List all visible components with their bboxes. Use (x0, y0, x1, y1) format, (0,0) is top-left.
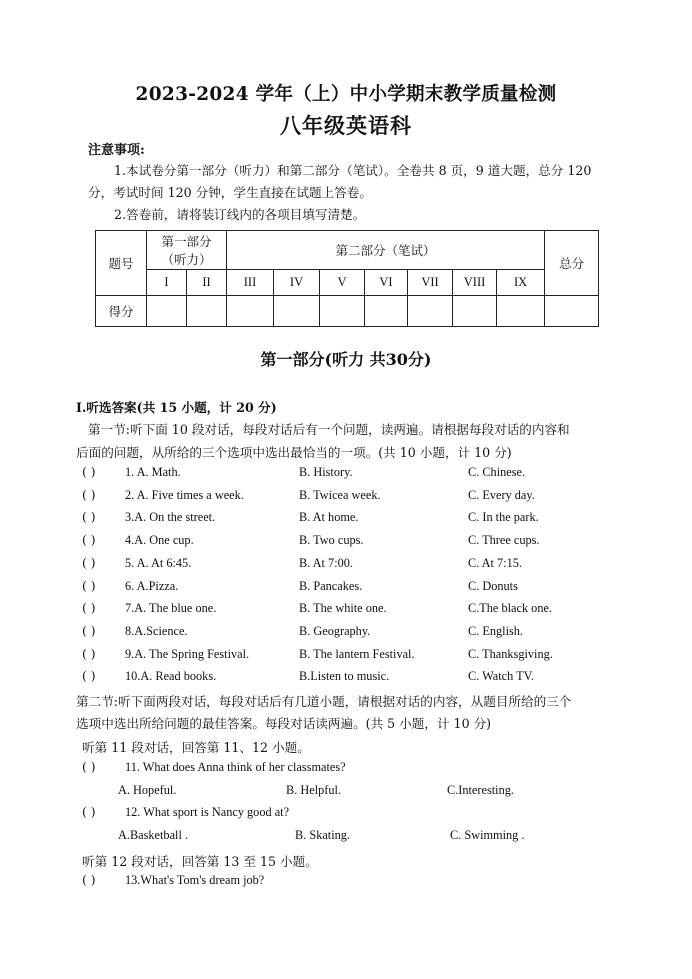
part1-title: 第一部分(听力 共30分) (260, 350, 432, 369)
notice-line-1a: 1.本试卷分第一部分（听力）和第二部分（笔试）。全卷共 8 页，9 道大题，总分 120 (114, 163, 592, 178)
score-cell[interactable] (227, 296, 274, 327)
option-c: C. English. (468, 624, 523, 638)
score-cell-total[interactable] (545, 296, 599, 327)
roman-2: II (187, 270, 227, 296)
dialog12-label: 听第 12 段对话，回答第 13 至 15 小题。 (82, 854, 318, 869)
q12-option-b: B. Skating. (295, 828, 350, 842)
header-part2: 第二部分（笔试） (227, 231, 545, 270)
section1-title: I.听选答案(共 15 小题，计 20 分) (76, 400, 277, 415)
score-cell[interactable] (187, 296, 227, 327)
notice-heading: 注意事项: (88, 143, 145, 158)
option-c: C. Chinese. (468, 465, 526, 479)
option-a: 2. A. Five times a week. (125, 488, 244, 502)
score-cell[interactable] (147, 296, 187, 327)
option-b: B. The lantern Festival. (299, 647, 415, 661)
roman-4: IV (274, 270, 320, 296)
score-cell[interactable] (408, 296, 453, 327)
option-a: 6. A.Pizza. (125, 579, 179, 593)
answer-paren-11[interactable]: ( ) (82, 760, 96, 774)
answer-paren[interactable]: ( ) (82, 533, 96, 547)
score-cell[interactable] (453, 296, 497, 327)
dialog11-label: 听第 11 段对话，回答第 11、12 小题。 (82, 740, 310, 755)
score-cell[interactable] (365, 296, 408, 327)
option-c: C. Watch TV. (468, 669, 534, 683)
q11-option-b: B. Helpful. (286, 783, 341, 797)
score-table (95, 230, 599, 327)
score-cell[interactable] (320, 296, 365, 327)
score-cell[interactable] (274, 296, 320, 327)
answer-paren[interactable]: ( ) (82, 647, 96, 661)
sub1-intro-b: 后面的问题，从所给的三个选项中选出最恰当的一项。(共 10 小题，计 10 分) (76, 445, 512, 460)
q12-option-c: C. Swimming . (450, 828, 525, 842)
option-b: B. History. (299, 465, 353, 479)
answer-paren[interactable]: ( ) (82, 579, 96, 593)
header-total: 总分 (545, 231, 599, 296)
answer-paren[interactable]: ( ) (82, 465, 96, 479)
roman-1: I (147, 270, 187, 296)
score-cell[interactable] (497, 296, 545, 327)
answer-paren[interactable]: ( ) (82, 556, 96, 570)
header-part1-line1: 第一部分 (161, 234, 212, 249)
sub2-intro-a: 第二节:听下面两段对话，每段对话后有几道小题，请根据对话的内容，从题目所给的三个 (76, 694, 572, 709)
option-c: C. Three cups. (468, 533, 540, 547)
option-a: 9.A. The Spring Festival. (125, 647, 250, 661)
answer-paren[interactable]: ( ) (82, 488, 96, 502)
q11-option-c: C.Interesting. (447, 783, 514, 797)
option-c: C. Thanksgiving. (468, 647, 553, 661)
header-part1-line2: （听力） (161, 252, 212, 267)
answer-paren-12[interactable]: ( ) (82, 805, 96, 819)
q12-option-a: A.Basketball . (118, 828, 189, 842)
score-row-label: 得分 (96, 296, 147, 327)
option-a: 7.A. The blue one. (125, 601, 217, 615)
q12-stem: 12. What sport is Nancy good at? (125, 805, 290, 819)
option-b: B. Geography. (299, 624, 371, 638)
exam-subtitle: 八年级英语科 (280, 113, 412, 138)
option-a: 5. A. At 6:45. (125, 556, 192, 570)
header-part1 (147, 231, 227, 270)
q11-stem: 11. What does Anna think of her classmates? (125, 760, 346, 774)
option-c: C.The black one. (468, 601, 553, 615)
roman-7: VII (408, 270, 453, 296)
option-c: C. Donuts (468, 579, 518, 593)
notice-line-2: 2.答卷前，请将装订线内的各项目填写清楚。 (114, 207, 366, 222)
option-b: B. Two cups. (299, 533, 364, 547)
option-b: B. At 7:00. (299, 556, 353, 570)
q11-option-a: A. Hopeful. (118, 783, 177, 797)
answer-paren[interactable]: ( ) (82, 624, 96, 638)
option-b: B. Twicea week. (299, 488, 381, 502)
option-c: C. Every day. (468, 488, 535, 502)
option-a: 8.A.Science. (125, 624, 188, 638)
answer-paren[interactable]: ( ) (82, 510, 96, 524)
option-b: B. Pancakes. (299, 579, 363, 593)
sub2-intro-b: 选项中选出所给问题的最佳答案。每段对话读两遍。(共 5 小题，计 10 分) (76, 716, 492, 731)
roman-8: VIII (453, 270, 497, 296)
roman-5: V (320, 270, 365, 296)
option-a: 4.A. One cup. (125, 533, 194, 547)
header-question-no: 题号 (96, 231, 147, 296)
answer-paren-13[interactable]: ( ) (82, 873, 96, 887)
option-a: 1. A. Math. (125, 465, 181, 479)
option-a: 3.A. On the street. (125, 510, 216, 524)
roman-9: IX (497, 270, 545, 296)
option-b: B. At home. (299, 510, 359, 524)
option-b: B.Listen to music. (299, 669, 390, 683)
option-c: C. In the park. (468, 510, 539, 524)
option-c: C. At 7:15. (468, 556, 522, 570)
exam-title: 2023-2024 学年（上）中小学期末教学质量检测 (135, 84, 557, 105)
answer-paren[interactable]: ( ) (82, 669, 96, 683)
option-b: B. The white one. (299, 601, 387, 615)
roman-3: III (227, 270, 274, 296)
notice-line-1b: 分，考试时间 120 分钟，学生直接在试题上答卷。 (88, 185, 372, 200)
sub1-intro-a: 第一节:听下面 10 段对话，每段对话后有一个问题，读两遍。请根据每段对话的内容和 (88, 422, 570, 437)
answer-paren[interactable]: ( ) (82, 601, 96, 615)
q13-stem: 13.What's Tom's dream job? (125, 873, 265, 887)
option-a: 10.A. Read books. (125, 669, 217, 683)
roman-6: VI (365, 270, 408, 296)
